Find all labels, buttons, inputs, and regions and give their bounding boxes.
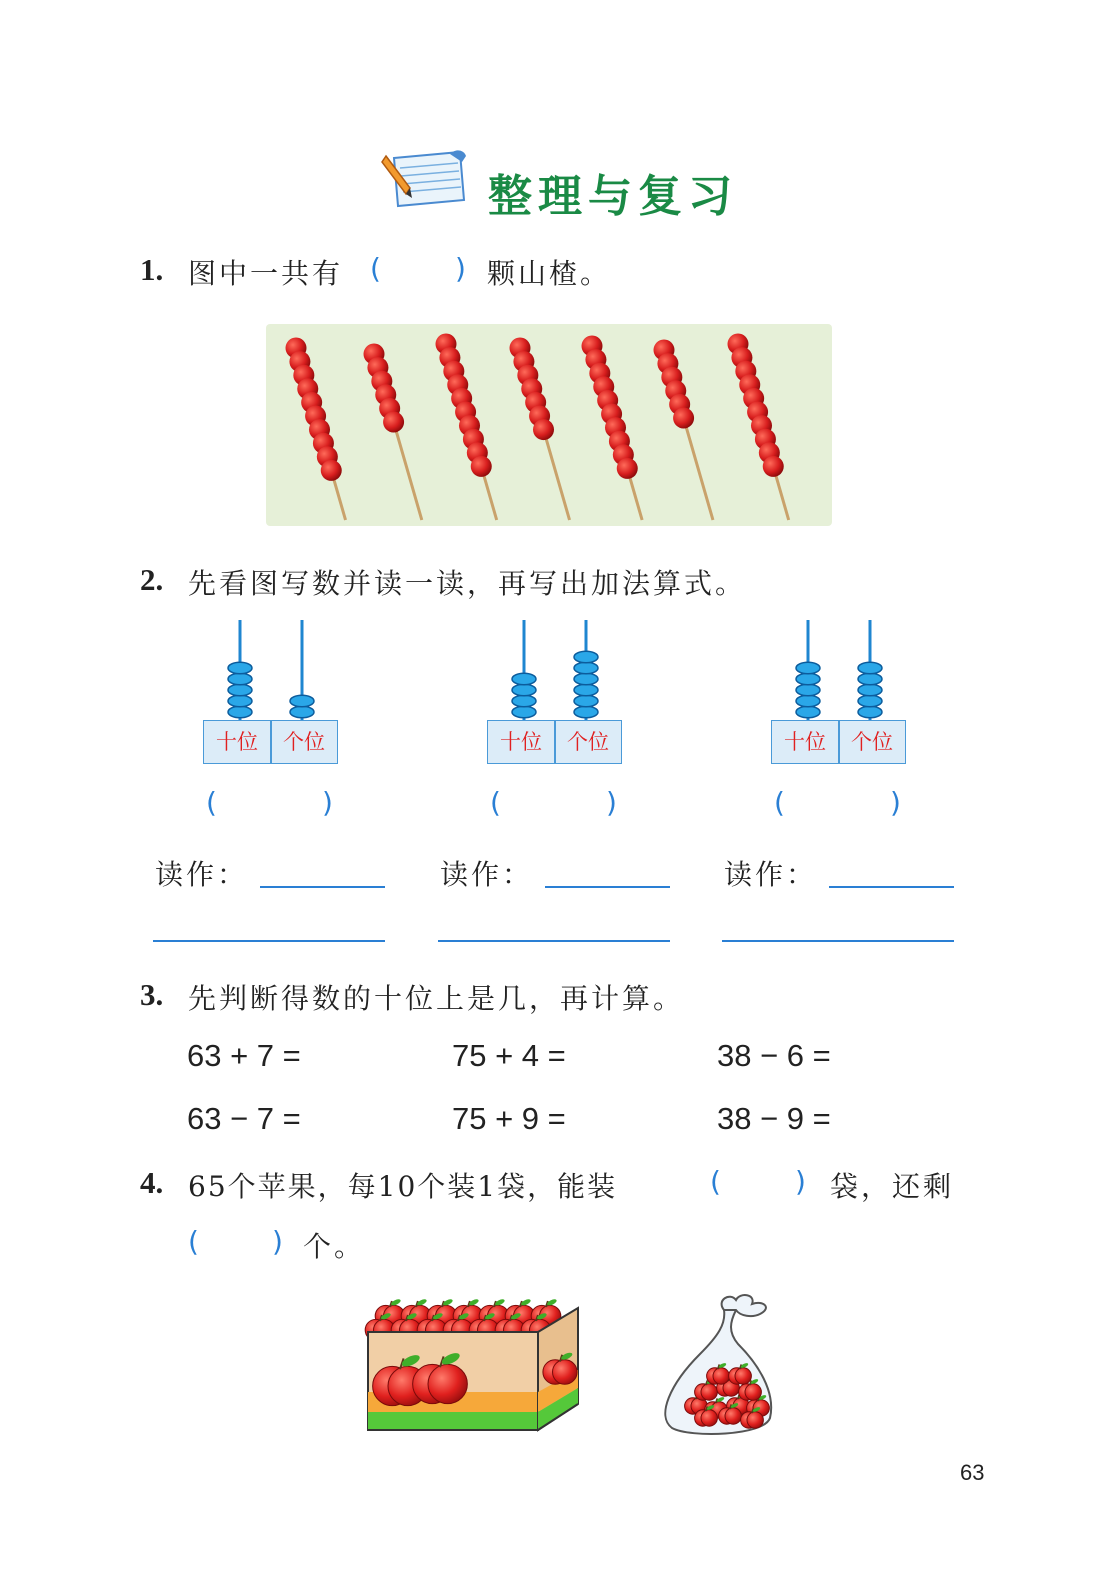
abacus	[796, 620, 882, 720]
hawthorn-bead	[533, 419, 554, 440]
abacus-bead	[858, 662, 882, 674]
abacus-bead	[574, 673, 598, 685]
apple-bag-image	[660, 1288, 780, 1438]
answer-paren-open-2: (	[490, 786, 501, 819]
abacus-bead	[228, 706, 252, 718]
abacus-bead	[290, 695, 314, 707]
answer-paren-open-3: (	[774, 786, 785, 819]
tens-label: 十位	[784, 730, 826, 754]
page-title: 整理与复习	[488, 171, 738, 222]
equation-answer-line-2[interactable]	[438, 940, 670, 942]
apple-box-image	[360, 1280, 590, 1440]
hawthorn-bead	[321, 460, 342, 481]
hawthorn-bead	[471, 456, 492, 477]
abacus-bead	[228, 684, 252, 696]
answer-paren-close-1: )	[322, 786, 333, 819]
q4-paren-close-1: )	[795, 1165, 806, 1198]
abacus-bead	[228, 673, 252, 685]
abacus-bead	[228, 662, 252, 674]
equation-answer-line-3[interactable]	[722, 940, 954, 942]
equation: 75 + 4 =	[452, 1038, 566, 1073]
abacus-bead	[796, 695, 820, 707]
abacus-bead	[796, 662, 820, 674]
q1-paren-close: )	[455, 252, 466, 285]
place-value-box-3	[771, 720, 906, 764]
hawthorn-skewers-image	[262, 320, 836, 530]
q1-paren-open: (	[370, 252, 381, 285]
abacus-bead	[512, 673, 536, 685]
tens-label: 十位	[500, 730, 542, 754]
read-answer-line-2[interactable]	[545, 886, 670, 888]
answer-paren-close-2: )	[606, 786, 617, 819]
abacus-bead	[574, 651, 598, 663]
abacus-bead	[858, 673, 882, 685]
abacus-bead	[228, 695, 252, 707]
ones-label: 个位	[851, 730, 893, 754]
q4-number: 4.	[140, 1165, 164, 1200]
answer-paren-close-3: )	[890, 786, 901, 819]
abacus-bead	[512, 706, 536, 718]
hawthorn-bead	[763, 456, 784, 477]
abacus-bead	[796, 706, 820, 718]
read-label-3: 读作：	[724, 858, 818, 891]
abacus-bead	[512, 695, 536, 707]
abacus-bead	[796, 673, 820, 685]
equation: 63 − 7 =	[187, 1101, 301, 1136]
q2-text: 先看图写数并读一读，再写出加法算式。	[188, 567, 747, 600]
tens-label: 十位	[216, 730, 258, 754]
place-value-box-2	[487, 720, 622, 764]
abacus-bead	[796, 684, 820, 696]
abacus-bead	[858, 695, 882, 707]
equation-answer-line-1[interactable]	[153, 940, 385, 942]
equation: 75 + 9 =	[452, 1101, 566, 1136]
equation: 63 + 7 =	[187, 1038, 301, 1073]
abacus-bead	[858, 684, 882, 696]
abacus-bead	[290, 706, 314, 718]
q4-text-a: 65个苹果，每10个装1袋，能装	[188, 1170, 618, 1203]
hawthorn-bead	[617, 458, 638, 479]
abacus-bead	[574, 695, 598, 707]
abacus-bead	[574, 662, 598, 674]
q4-paren-open-1: (	[710, 1165, 721, 1198]
notepad-pencil-icon	[380, 148, 468, 210]
read-answer-line-1[interactable]	[260, 886, 385, 888]
read-label-1: 读作：	[155, 858, 249, 891]
abacus-bead	[858, 706, 882, 718]
hawthorn-bead	[383, 412, 404, 433]
abacus	[228, 620, 314, 720]
q4-text-b: 袋，还剩	[830, 1170, 955, 1203]
q2-number: 2.	[140, 562, 164, 597]
hawthorn-bead	[673, 408, 694, 429]
equation: 38 − 6 =	[717, 1038, 831, 1073]
place-value-box-1	[203, 720, 338, 764]
abacus	[512, 620, 598, 720]
read-label-2: 读作：	[440, 858, 534, 891]
q1-number: 1.	[140, 252, 164, 287]
equation: 38 − 9 =	[717, 1101, 831, 1136]
q3-number: 3.	[140, 977, 164, 1012]
abacus-bead	[512, 684, 536, 696]
abacus-bead	[574, 706, 598, 718]
abacus-bead	[574, 684, 598, 696]
answer-paren-open-1: (	[206, 786, 217, 819]
q1-text-before: 图中一共有	[188, 257, 344, 290]
q4-paren-close-2: )	[272, 1225, 283, 1258]
ones-label: 个位	[283, 730, 325, 754]
ones-label: 个位	[567, 730, 609, 754]
read-answer-line-3[interactable]	[829, 886, 954, 888]
page-number: 63	[960, 1460, 985, 1485]
q4-text-line2: 个。	[303, 1230, 366, 1263]
abacus-group	[0, 610, 1110, 720]
q3-text: 先判断得数的十位上是几，再计算。	[188, 982, 685, 1015]
q4-paren-open-2: (	[188, 1225, 199, 1258]
q1-text-after: 颗山楂。	[487, 257, 612, 290]
